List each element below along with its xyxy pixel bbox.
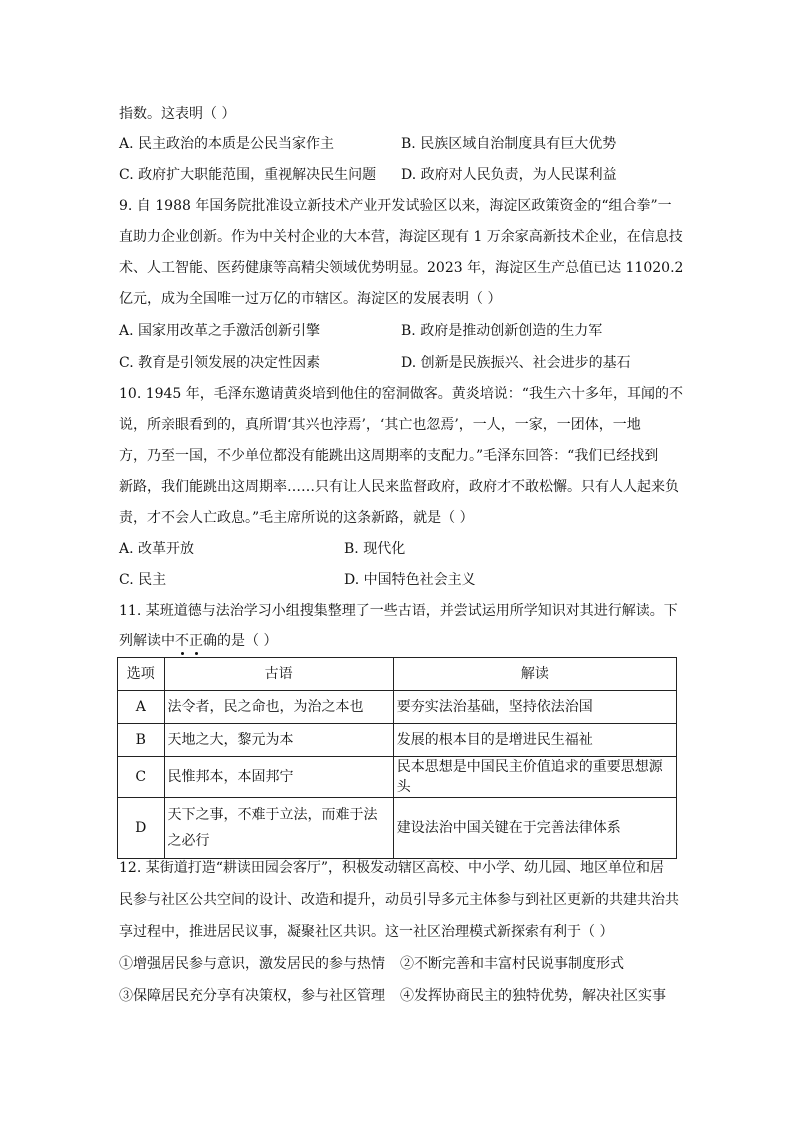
table-row	[118, 691, 677, 724]
q9-stem-line: 术、人工智能、医药健康等高精尖领域优势明显。2023 年，海淀区生产总值已达 11020.2	[119, 260, 684, 276]
table-header-row	[118, 658, 677, 691]
q9-option-b: B. 政府是推动创新创造的生力军	[401, 323, 603, 339]
q12-stem-line: 12. 某街道打造“耕读田园会客厅”，积极发动辖区高校、中小学、幼儿园、地区单位和居	[119, 860, 665, 876]
table-cell-saying: 天下之事，不难于立法，而难于法之必行	[164, 798, 393, 859]
q11-stem-line	[119, 633, 277, 649]
q12-stem-line: 享过程中，推进居民议事，凝聚社区共识。这一社区治理模式新探索有利于（ ）	[119, 924, 614, 940]
table-cell-interpretation: 民本思想是中国民主价值追求的重要思想源头	[393, 757, 676, 798]
q10-stem-line: 10. 1945 年，毛泽东邀请黄炎培到他住的窑洞做客。黄炎培说：“我生六十多年，耳闻的不	[119, 386, 683, 402]
q12-statement-2: ②不断完善和丰富村民说事制度形式	[400, 956, 624, 972]
table-cell-option: D	[118, 798, 165, 859]
q12-stem-line: 民参与社区公共空间的设计、改造和提升，动员引导多元主体参与到社区更新的共建共治共	[119, 892, 679, 908]
table-row	[118, 798, 677, 859]
emphasis-dot	[195, 652, 198, 655]
table-cell-interpretation: 要夯实法治基础，坚持依法治国	[393, 691, 676, 724]
emphasis-char	[189, 633, 203, 649]
q8-option-b: B. 民族区域自治制度具有巨大优势	[401, 136, 617, 152]
table-row	[118, 724, 677, 757]
q9-option-c: C. 教育是引领发展的决定性因素	[119, 355, 321, 371]
q10-stem-line: 说，所亲眼看到的，真所谓‘其兴也浡焉’，‘其亡也忽焉’，一人，一家，一团体，一地	[119, 417, 641, 433]
q11-stem-line: 11. 某班道德与法治学习小组搜集整理了一些古语，并尝试运用所学知识对其进行解读。下	[119, 603, 678, 619]
emphasis-dot	[181, 652, 184, 655]
table-row	[118, 757, 677, 798]
table-cell-option: C	[118, 757, 165, 798]
table-cell-saying: 天地之大，黎元为本	[164, 724, 393, 757]
q8-option-d: D. 政府对人民负责，为人民谋利益	[401, 167, 617, 183]
q9-option-a: A. 国家用改革之手激活创新引擎	[119, 323, 321, 339]
q8-option-c: C. 政府扩大职能范围，重视解决民生问题	[119, 167, 377, 183]
q9-stem-line: 直助力企业创新。作为中关村企业的大本营，海淀区现有 1 万余家高新技术企业，在信息技	[119, 229, 683, 245]
q11-stem-pre: 列解读中	[119, 633, 175, 649]
q12-statement-3: ③保障居民充分享有决策权，参与社区管理	[119, 988, 385, 1004]
q10-stem-line: 方，乃至一国，不少单位都没有能跳出这周期率的支配力。”毛泽东回答：“我们已经找到	[119, 448, 659, 464]
q9-stem-line: 9. 自 1988 年国务院批准设立新技术产业开发试验区以来，海淀区政策资金的“组合拳”一	[119, 198, 672, 214]
table-cell-interpretation: 发展的根本目的是增进民生福祉	[393, 724, 676, 757]
q10-option-c: C. 民主	[119, 572, 167, 588]
table-header-cell: 解读	[393, 658, 676, 691]
q10-option-b: B. 现代化	[344, 541, 406, 557]
q10-option-d: D. 中国特色社会主义	[344, 572, 476, 588]
q8-stem-tail: 指数。这表明（ ）	[119, 106, 236, 122]
q9-stem-line: 亿元，成为全国唯一过万亿的市辖区。海淀区的发展表明（ ）	[119, 291, 502, 307]
emphasis-char	[175, 633, 189, 649]
q12-statement-1: ①增强居民参与意识，激发居民的参与热情	[119, 956, 385, 972]
q11-table	[117, 657, 677, 859]
q11-stem-post: 确的是（ ）	[203, 633, 278, 649]
q10-stem-line: 责，才不会人亡政息。”毛主席所说的这条新路，就是（ ）	[119, 510, 474, 526]
q10-option-a: A. 改革开放	[119, 541, 195, 557]
q9-option-d: D. 创新是民族振兴、社会进步的基石	[401, 355, 631, 371]
table-header-cell: 古语	[164, 658, 393, 691]
table-cell-saying: 法令者，民之命也，为治之本也	[164, 691, 393, 724]
table-cell-interpretation: 建设法治中国关键在于完善法律体系	[393, 798, 676, 859]
table-header-cell: 选项	[118, 658, 165, 691]
table-cell-option: B	[118, 724, 165, 757]
q10-stem-line: 新路，我们能跳出这周期率……只有让人民来监督政府，政府才不敢松懈。只有人人起来负	[119, 479, 679, 495]
q8-option-a: A. 民主政治的本质是公民当家作主	[119, 136, 335, 152]
table-cell-saying: 民惟邦本，本固邦宁	[164, 757, 393, 798]
q12-statement-4: ④发挥协商民主的独特优势，解决社区实事	[400, 988, 666, 1004]
emphasis-text: 正	[189, 633, 203, 649]
table-cell-option: A	[118, 691, 165, 724]
emphasis-text: 不	[175, 633, 189, 649]
